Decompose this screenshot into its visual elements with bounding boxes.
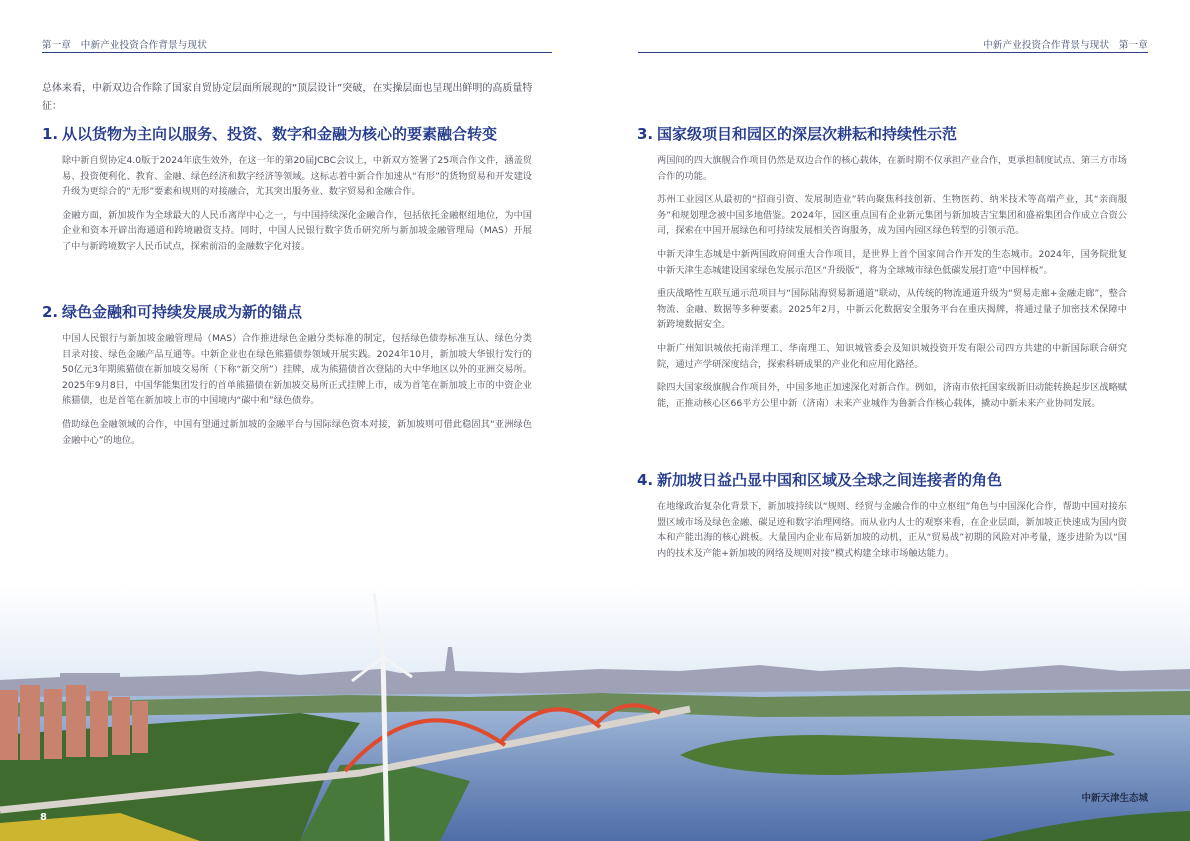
section-2-number: 2. bbox=[42, 303, 59, 321]
panorama-illustration bbox=[0, 585, 1190, 841]
section-1-paragraph-1: 除中新自贸协定4.0版于2024年底生效外，在这一年的第20届JCBC会议上，中新双方签署了25项合作文件，涵盖贸易、投资便利化、教育、金融、绿色经济和数字经济等领域。这标志着中新合作加速从“有形”的货物贸易和开发建设升级为更综合的“无形”要素和规则的对接融合，尤其突出服务业、数字贸易和金融合作。 bbox=[62, 155, 532, 198]
section-3-paragraph-2: 苏州工业园区从最初的“招商引资、发展制造业”转向聚焦科技创新、生物医药、纳米技术等高端产业，其“亲商服务”和规划理念被中国多地借鉴。2024年，园区重点国有企业新元集团与新加坡吉宝集团和盛裕集团合作成立合资公司，探索在中国开展绿色和可持续发展相关咨询服务，成为国内园区绿色转型的引领示范。 bbox=[657, 194, 1127, 237]
page-number: 8 bbox=[40, 812, 47, 823]
header-rule-left bbox=[42, 52, 552, 53]
section-1-paragraph-2: 金融方面，新加坡作为全球最大的人民币离岸中心之一，与中国持续深化金融合作，包括依托金融枢纽地位，为中国企业和资本开辟出海通道和跨境融资支持。同时，中国人民银行数字货币研究所与新加坡金融管理局（MAS）开展了中与新跨境数字人民币试点，探索前沿的金融数字化对接。 bbox=[62, 209, 532, 252]
section-4 bbox=[637, 470, 1127, 561]
section-3-paragraph-6: 除四大国家级旗舰合作项目外，中国多地正加速深化对新合作。例如，济南市依托国家级新旧动能转换起步区战略赋能，正推动核心区66平方公里中新（济南）未来产业城作为鲁新合作核心载体，撬动中新未来产业协同发展。 bbox=[657, 382, 1127, 409]
section-2-paragraph-1: 中国人民银行与新加坡金融管理局（MAS）合作推进绿色金融分类标准的制定，包括绿色债券标准互认、绿色分类目录对接、绿色金融产品互通等。中新企业也在绿色熊猫债券领域开展实践。2024年10月，新加坡大华银行发行的50亿元3年期熊猫债在新加坡交易所（下称“新交所”）挂牌，成为熊猫债首次登陆的大中华地区以外的亚洲交易所。2025年9月8日，中国华能集团发行的首单熊猫债在新加坡交易所正式挂牌上市，成为首笔在新加坡上市的中资企业熊猫债，也是首笔在新加坡上市的中国境内“碳中和”绿色债券。 bbox=[62, 333, 532, 407]
section-3-heading bbox=[637, 124, 1127, 144]
section-3-paragraph-1: 两国间的四大旗舰合作项目仍然是双边合作的核心载体，在新时期不仅承担产业合作，更承担制度试点、第三方市场合作的功能。 bbox=[657, 155, 1127, 182]
running-head-right: 中新产业投资合作背景与现状 第一章 bbox=[983, 40, 1148, 51]
section-1-number: 1. bbox=[42, 125, 59, 143]
section-3-paragraph-4: 重庆战略性互联互通示范项目与“国际陆海贸易新通道”联动，从传统的物流通道升级为“贸易走廊+金融走廊”，整合物流、金融、数据等多种要素。2025年2月，中新云化数据安全服务平台在重庆揭牌，将通过量子加密技术保障中新跨境数据安全。 bbox=[657, 288, 1127, 331]
header-rule-right bbox=[638, 52, 1148, 53]
running-head-left: 第一章 中新产业投资合作背景与现状 bbox=[42, 40, 207, 51]
section-2-title: 绿色金融和可持续发展成为新的锚点 bbox=[62, 303, 303, 321]
section-1 bbox=[42, 124, 532, 255]
section-1-heading bbox=[42, 124, 532, 144]
section-1-title: 从以货物为主向以服务、投资、数字和金融为核心的要素融合转变 bbox=[62, 125, 498, 143]
section-2 bbox=[42, 302, 532, 448]
section-3 bbox=[637, 124, 1127, 411]
section-3-title: 国家级项目和园区的深层次耕耘和持续性示范 bbox=[657, 125, 958, 143]
section-3-paragraph-5: 中新广州知识城依托南洋理工、华南理工、知识城管委会及知识城投资开发有限公司四方共建的中新国际联合研究院，通过产学研深度结合，探索科研成果的产业化和应用化路径。 bbox=[657, 342, 1127, 370]
section-4-heading bbox=[637, 470, 1127, 490]
section-2-paragraph-2: 借助绿色金融领域的合作，中国有望通过新加坡的金融平台与国际绿色资本对接，新加坡则可借此稳固其“亚洲绿色金融中心”的地位。 bbox=[62, 418, 532, 446]
intro-paragraph: 总体来看，中新双边合作除了国家自贸协定层面所展现的“顶层设计”突破，在实操层面也呈现出鲜明的高质量特征： bbox=[42, 83, 533, 112]
section-3-number: 3. bbox=[637, 125, 654, 143]
photo-caption: 中新天津生态城 bbox=[1081, 793, 1148, 804]
section-4-paragraph-1: 在地缘政治复杂化背景下，新加坡持续以“规则、经贸与金融合作的中立枢纽”角色与中国深化合作，帮助中国对接东盟区域市场及绿色金融、碳足迹和数字治理网络。而从业内人士的观察来看，在企业层面，新加坡正快速成为国内资本和产能出海的核心跳板。大量国内企业布局新加坡的动机，正从“贸易战”初期的风险对冲考量，逐步进阶为以“国内的技术及产能+新加坡的网络及规则对接”模式构建全球市场触达能力。 bbox=[657, 501, 1127, 559]
section-3-paragraph-3: 中新天津生态城是中新两国政府间重大合作项目，是世界上首个国家间合作开发的生态城市。2024年，国务院批复中新天津生态城建设国家绿色发展示范区“升级版”，将为全球城市绿色低碳发展打造“中国样板”。 bbox=[657, 248, 1127, 276]
section-4-number: 4. bbox=[637, 471, 654, 489]
section-4-title: 新加坡日益凸显中国和区域及全球之间连接者的角色 bbox=[657, 471, 1003, 489]
section-2-heading bbox=[42, 302, 532, 322]
eco-city-panorama-photo bbox=[0, 585, 1190, 841]
